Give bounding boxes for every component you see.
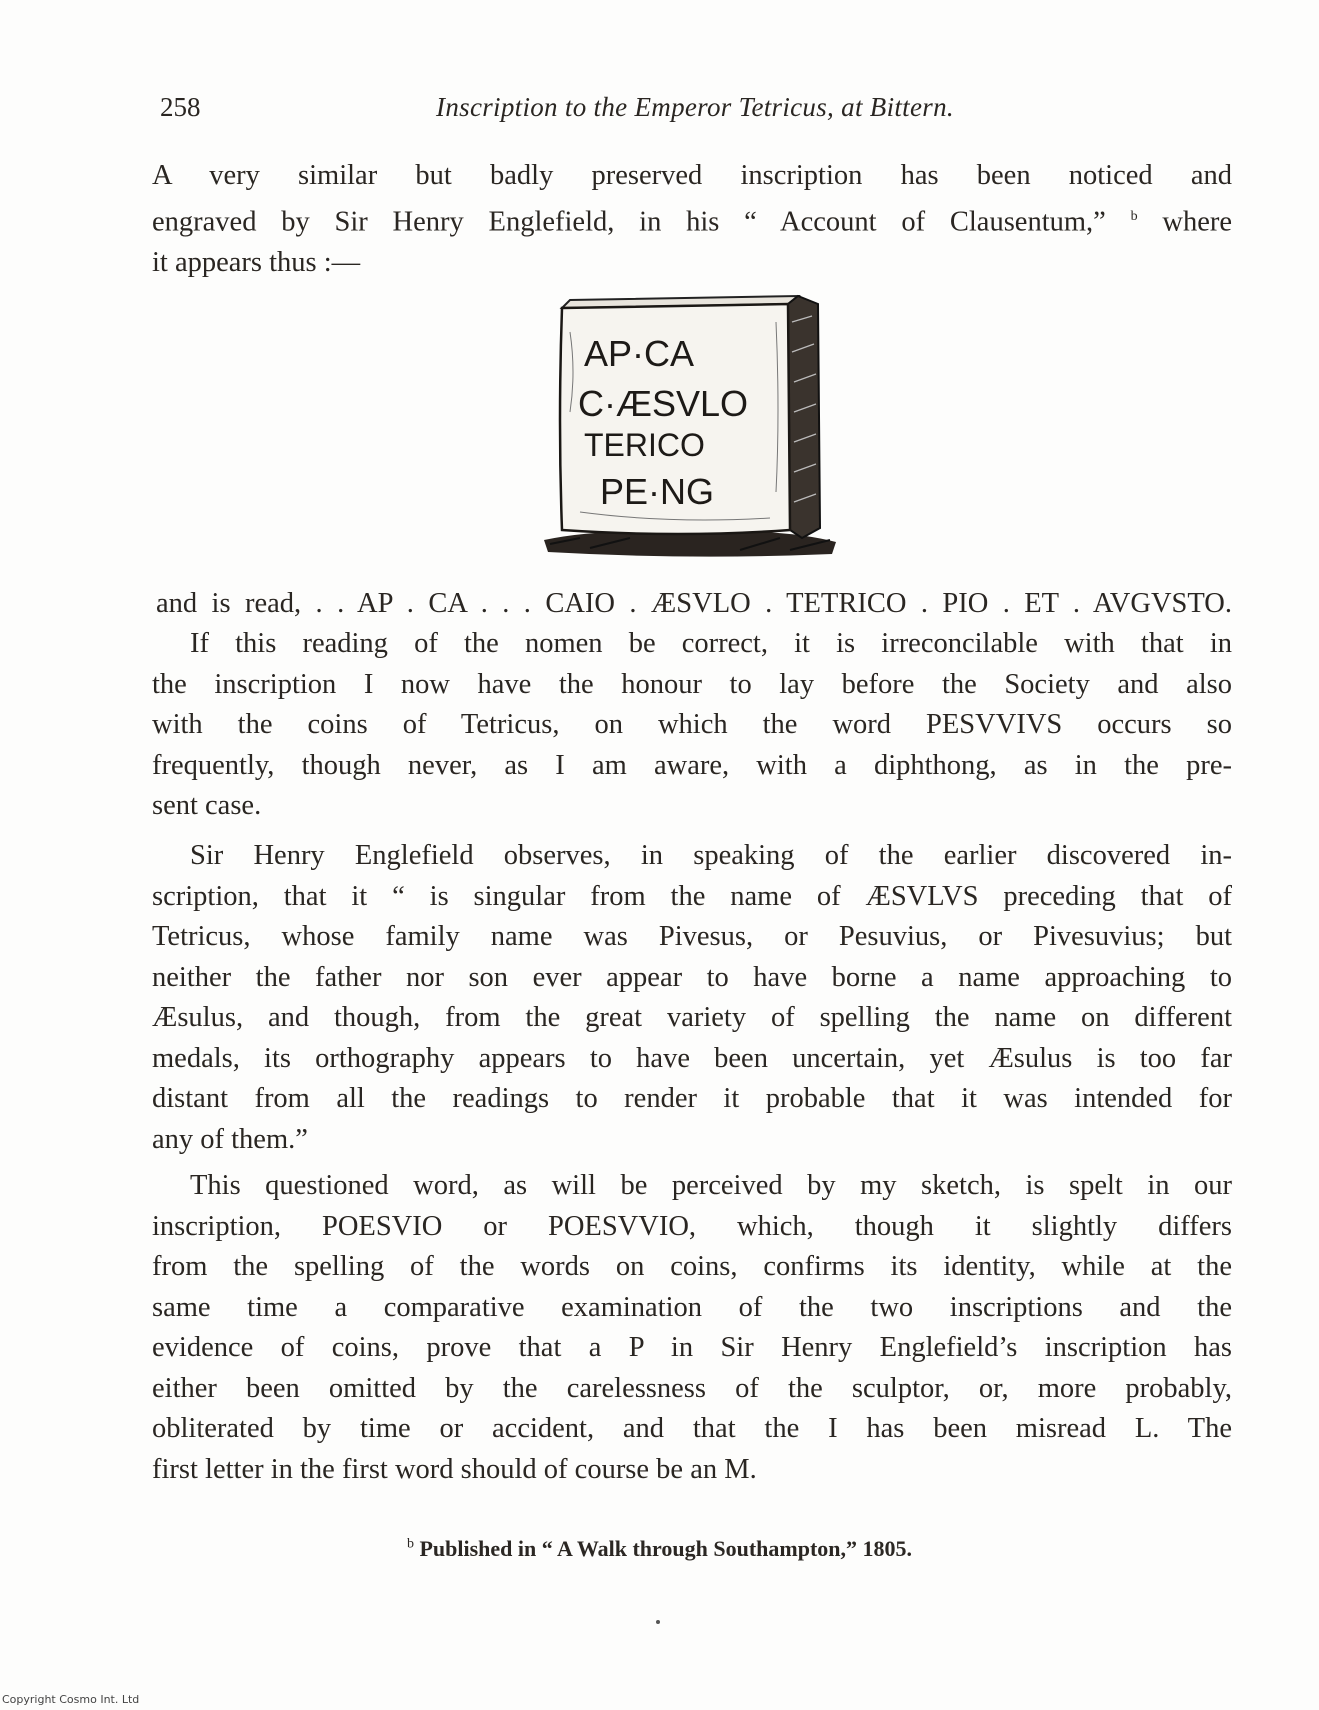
text-line: frequently, though never, as I am aware, with a diphthong, as in the pre- (152, 749, 1232, 781)
inscription-line-1: AP·CA (584, 333, 695, 374)
footnote-marker: b (1130, 208, 1138, 224)
text-line: from the spelling of the words on coins, confirms its identity, while at the (152, 1251, 1232, 1282)
text-line: inscription, POESVIO or POESVVIO, which, though it slightly differs (152, 1210, 1232, 1242)
text-line: Æsulus, and though, from the great variety of spelling the name on different (152, 1002, 1232, 1033)
paragraph-2 (152, 624, 1232, 827)
text-line: Tetricus, whose family name was Pivesus, or Pesuvius, or Pivesuvius; but (152, 921, 1232, 952)
text-line: the inscription I now have the honour to lay before the Society and also (152, 668, 1232, 700)
text-line: sent case. (152, 790, 262, 821)
text-line (152, 197, 1232, 243)
running-head (160, 92, 1230, 132)
footnote-text: Published in “ A Walk through Southampton,” 1805. (413, 1536, 913, 1561)
text-line: distant from all the readings to render it probable that it was intended for (152, 1083, 1232, 1114)
text-line: evidence of coins, prove that a P in Sir Henry Englefield’s inscription has (152, 1332, 1232, 1363)
text-line: neither the father nor son ever appear to have borne a name approaching to (152, 961, 1232, 993)
page-number: 258 (160, 92, 201, 122)
text-fragment: engraved by Sir Henry Englefield, in his “ Account of Clausentum,” (152, 206, 1131, 237)
text-line: and is read, . . AP . CA . . . CAIO . ÆSVLO . TETRICO . PIO . ET . AVGVSTO. (156, 588, 1232, 619)
text-line: either been omitted by the carelessness of the sculptor, or, more probably, (152, 1372, 1232, 1404)
paragraph-4 (152, 1166, 1232, 1490)
stone-side (788, 296, 820, 538)
paragraph-3 (152, 836, 1232, 1160)
text-line: scription, that it “ is singular from the name of ÆSVLVS preceding that of (152, 880, 1232, 912)
text-line: it appears thus :— (152, 246, 361, 278)
text-line: This questioned word, as will be perceived by my sketch, is spelt in our (190, 1170, 1232, 1201)
footnote (0, 1536, 1319, 1562)
printer-dot (656, 1620, 660, 1624)
inscription-line-3: TERICO (584, 427, 705, 463)
text-line: obliterated by time or accident, and that the I has been misread L. The (152, 1413, 1232, 1444)
text-line: first letter in the first word should of course be an M. (152, 1453, 757, 1485)
stone-engraving (540, 292, 840, 562)
footnote-marker: b (406, 1536, 414, 1552)
text-line: A very similar but badly preserved inscription has been noticed and (152, 160, 1232, 191)
inscription-line-4: PE·NG (600, 471, 715, 512)
text-line: medals, its orthography appears to have been uncertain, yet Æsulus is too far (152, 1042, 1232, 1074)
paragraph-1 (152, 156, 1232, 283)
text-fragment: where (1137, 206, 1232, 237)
text-line: with the coins of Tetricus, on which the word PESVVIVS occurs so (152, 709, 1232, 740)
running-title: Inscription to the Emperor Tetricus, at Bittern. (436, 92, 954, 122)
inscription-reading (156, 584, 1232, 625)
inscribed-stone-figure (540, 292, 840, 562)
copyright-watermark: Copyright Cosmo Int. Ltd (2, 1693, 140, 1706)
text-line: Sir Henry Englefield observes, in speaking of the earlier discovered in- (190, 840, 1232, 871)
text-line: any of them.” (152, 1123, 308, 1155)
inscription-line-2: C·ÆSVLO (578, 383, 749, 424)
text-line: If this reading of the nomen be correct, it is irreconcilable with that in (190, 628, 1232, 659)
text-line: same time a comparative examination of the two inscriptions and the (152, 1291, 1232, 1323)
